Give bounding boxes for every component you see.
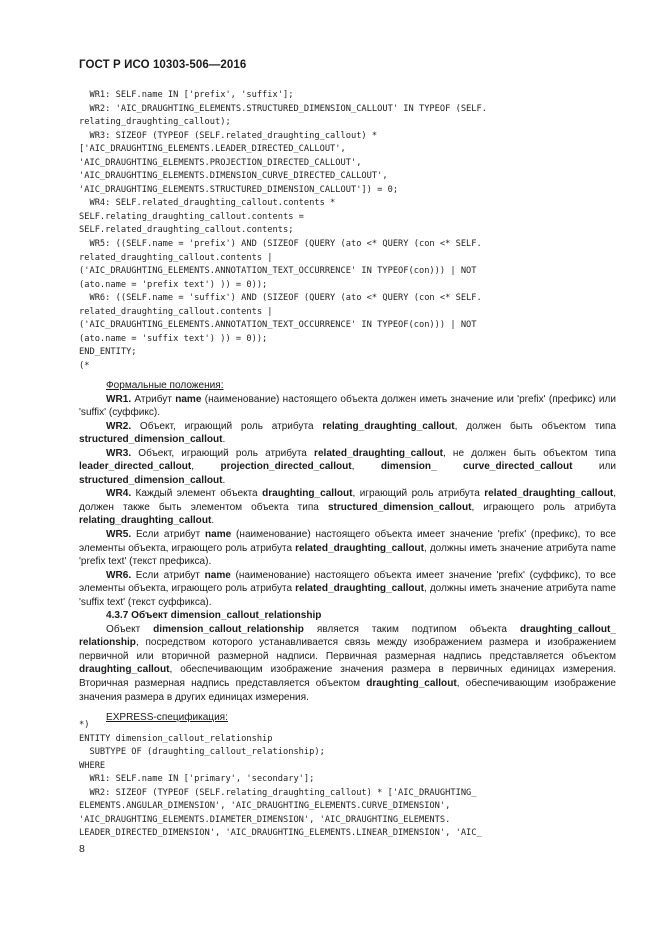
rule-wr1: WR1. Атрибут name (наименование) настоящего объекта должен иметь значение или 'prefix' (префикс) или 'suffix' (суффикс). — [79, 393, 616, 419]
code-line: 'AIC_DRAUGHTING_ELEMENTS.PROJECTION_DIRECTED_CALLOUT', — [79, 157, 362, 168]
code-line: ['AIC_DRAUGHTING_ELEMENTS.LEADER_DIRECTED_CALLOUT', — [79, 144, 346, 155]
page-number: 8 — [79, 843, 85, 855]
express-code-block-top — [79, 89, 619, 373]
code-line: (* — [79, 360, 90, 371]
code-line: 'AIC_DRAUGHTING_ELEMENTS.DIAMETER_DIMENSION', 'AIC_DRAUGHTING_ELEMENTS. — [79, 814, 451, 825]
code-line: ('AIC_DRAUGHTING_ELEMENTS.ANNOTATION_TEXT_OCCURRENCE' IN TYPEOF(con))) | NOT — [79, 266, 477, 277]
code-line: 'AIC_DRAUGHTING_ELEMENTS.DIMENSION_CURVE_DIRECTED_CALLOUT', — [79, 171, 388, 182]
code-line: SELF.related_draughting_callout.contents; — [79, 225, 294, 236]
code-line: ('AIC_DRAUGHTING_ELEMENTS.ANNOTATION_TEXT_OCCURRENCE' IN TYPEOF(con))) | NOT — [79, 320, 477, 331]
code-line: WR1: SELF.name IN ['primary', 'secondary']; — [79, 774, 315, 785]
code-line: (ato.name = 'suffix text') )) = 0)); — [79, 333, 268, 344]
code-line: *) — [79, 720, 90, 730]
code-line: relating_draughting_callout); — [79, 117, 231, 128]
rule-wr6: WR6. Если атрибут name (наименование) настоящего объекта имеет значение 'prefix' (суффикс), то все элементы объекта, играющего роль атрибута related_draughting_callout, должны иметь значение атрибута name 'suffix text' (текст суффикса). — [79, 569, 617, 608]
rule-wr2: WR2. Объект, играющий роль атрибута relating_draughting_callout, должен быть объектом типа structured_dimension_callout. — [79, 420, 616, 446]
code-line: WR2: SIZEOF (TYPEOF (SELF.relating_draughting_callout) * ['AIC_DRAUGHTING_ — [79, 787, 477, 798]
express-code-block-bottom — [79, 719, 619, 841]
code-line: 'AIC_DRAUGHTING_ELEMENTS.STRUCTURED_DIMENSION_CALLOUT']) = 0; — [79, 184, 399, 195]
rule-wr3: WR3. Объект, играющий роль атрибута related_draughting_callout, не должен быть объектом типа leader_directed_callout, projection_directed_callout, dimension_ curve_directed_callout или structured_dimension_callout. — [79, 447, 616, 486]
code-line: WR3: SIZEOF (TYPEOF (SELF.related_draughting_callout) * — [79, 130, 378, 141]
rule-wr4: WR4. Каждый элемент объекта draughting_callout, играющий роль атрибута related_draughting_callout, должен также быть элементом объекта типа structured_dimension_callout, играющего роль атрибута relating_draughting_callout. — [79, 488, 617, 527]
code-line: (ato.name = 'prefix text') )) = 0)); — [79, 279, 268, 290]
code-line: SELF.relating_draughting_callout.contents = — [79, 211, 304, 222]
code-line: WR1: SELF.name IN ['prefix', 'suffix']; — [79, 90, 294, 100]
code-line: WR5: ((SELF.name = 'prefix') AND (SIZEOF (QUERY (ato <* QUERY (con <* SELF. — [79, 239, 482, 250]
express-spec-title: EXPRESS-спецификация: — [106, 712, 228, 724]
code-line: related_draughting_callout.contents | — [79, 306, 273, 317]
code-line: LEADER_DIRECTED_DIMENSION', 'AIC_DRAUGHTING_ELEMENTS.LINEAR_DIMENSION', 'AIC_ — [79, 828, 482, 839]
code-line: ENTITY dimension_callout_relationship — [79, 733, 273, 744]
code-line: WHERE — [79, 760, 106, 771]
code-line: END_ENTITY; — [79, 347, 137, 358]
code-line: WR4: SELF.related_draughting_callout.contents * — [79, 198, 336, 209]
code-line: ELEMENTS.ANGULAR_DIMENSION', 'AIC_DRAUGHTING_ELEMENTS.CURVE_DIMENSION', — [79, 801, 451, 812]
code-line: WR2: 'AIC_DRAUGHTING_ELEMENTS.STRUCTURED_DIMENSION_CALLOUT' IN TYPEOF (SELF. — [79, 103, 487, 114]
code-line: WR6: ((SELF.name = 'suffix') AND (SIZEOF (QUERY (ato <* QUERY (con <* SELF. — [79, 293, 482, 304]
formal-provisions-title: Формальные положения: — [106, 380, 224, 391]
rule-wr5: WR5. Если атрибут name (наименование) настоящего объекта имеет значение 'prefix' (префикс), то все элементы объекта, играющего роль атрибута related_draughting_callout, должны иметь значение атрибута name 'prefix text' (текст префикса). — [79, 529, 617, 568]
document-header: ГОСТ Р ИСО 10303-506—2016 — [79, 59, 247, 71]
code-line: SUBTYPE OF (draughting_callout_relationship); — [79, 747, 325, 758]
code-line: related_draughting_callout.contents | — [79, 252, 273, 263]
section-heading: 4.3.7 Объект dimension_callout_relationship — [106, 610, 322, 622]
prose-block — [79, 379, 616, 725]
section-description: Объект dimension_callout_relationship является таким подтипом объекта draughting_callout_ relationship, посредством которого устанавливается связь между изображением размера и изображением первичной или вторичной размерной надписи. Первичная размерная надпись представляется объектом draughting_callout, обеспечивающим изображение значения размера в первичных единицах измерения. Вторичная размерная надпись представляется объектом draughting_callout, обеспечивающим изображение значения размера в других единицах измерения. — [79, 623, 616, 703]
